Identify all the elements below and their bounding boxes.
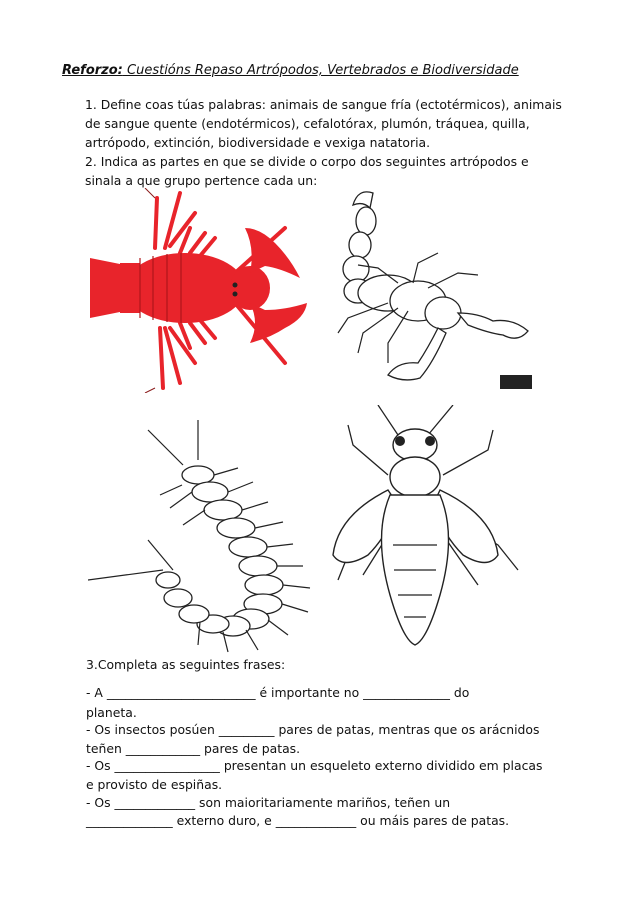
question-3-line-8: ______________ externo duro, e _____________ ou máis pares de patas. <box>86 813 510 828</box>
question-1: 1. Define coas túas palabras: animais de sangue fría (ectotérmicos), animais de sangue quente (endotérmicos), cefalotórax, plumón, tráquea, quilla, artrópodo, extinción, biodiversidade e vexiga natatoria. <box>85 97 562 150</box>
question-3-line-6: e provisto de espiñas. <box>86 777 223 792</box>
question-3-heading: 3.Completa as seguintes frases: <box>86 657 286 672</box>
question-3-line-3: - Os insectos posúen _________ pares de patas, mentras que os arácnidos <box>86 722 540 737</box>
scorpion-illustration <box>318 183 538 393</box>
question-3-line-1: - A ________________________ é importante no ______________ do <box>86 685 470 700</box>
centipede-illustration <box>88 420 328 655</box>
question-3-line-4: teñen ____________ pares de patas. <box>86 741 301 756</box>
worksheet-title <box>62 63 519 78</box>
lobster-illustration <box>85 188 310 393</box>
wasp-illustration <box>328 405 553 650</box>
question-2: 2. Indica as partes en que se divide o corpo dos seguintes artrópodos e sinala a que grupo pertence cada un: <box>85 154 529 188</box>
question-3-line-2: planeta. <box>86 705 137 720</box>
title-text: Cuestións Repaso Artrópodos, Vertebrados e Biodiversidade <box>122 63 519 78</box>
question-3-line-7: - Os _____________ son maioritariamente mariños, teñen un <box>86 795 451 810</box>
question-3-line-5: - Os _________________ presentan un esqueleto externo dividido em placas <box>86 758 543 773</box>
title-label: Reforzo: <box>62 63 123 78</box>
